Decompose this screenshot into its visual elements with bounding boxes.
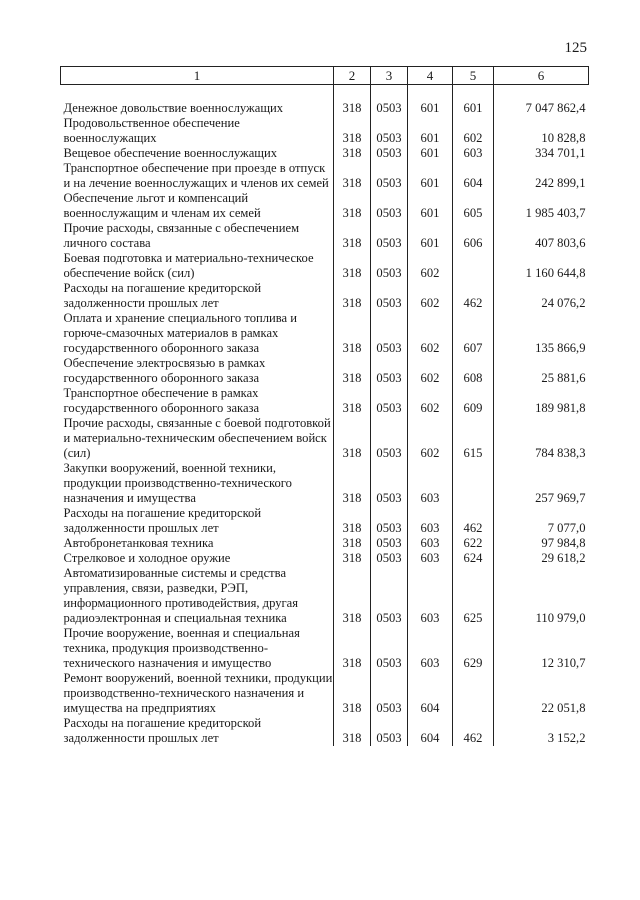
item-name-cell: Автоматизированные системы и средства управления, связи, разведки, РЭП, информационного противодействия, другая радиоэлектронная и специальная техника [63, 566, 299, 625]
code-cell: 0503 [371, 311, 408, 356]
item-name-cell: Продовольственное обеспечение военнослужащих [63, 116, 240, 145]
code-cell: 0503 [371, 506, 408, 536]
code-cell: 603 [408, 626, 453, 671]
header-cell: 6 [494, 67, 589, 85]
amount-cell: 12 310,7 [494, 626, 589, 671]
amount-cell: 189 981,8 [494, 386, 589, 416]
code-cell: 604 [453, 161, 494, 191]
table-row [61, 191, 589, 221]
table-row [61, 461, 589, 506]
code-cell: 318 [334, 116, 371, 146]
code-cell: 0503 [371, 251, 408, 281]
amount-cell: 1 985 403,7 [494, 191, 589, 221]
table-row [61, 671, 589, 716]
code-cell: 318 [334, 416, 371, 461]
header-cell: 1 [61, 67, 334, 85]
table-row [61, 506, 589, 536]
item-name-cell: Обеспечение электросвязью в рамках государственного оборонного заказа [63, 356, 266, 385]
code-cell: 0503 [371, 221, 408, 251]
code-cell: 0503 [371, 356, 408, 386]
code-cell: 609 [453, 386, 494, 416]
code-cell: 601 [453, 101, 494, 116]
code-cell: 318 [334, 551, 371, 566]
amount-cell: 22 051,8 [494, 671, 589, 716]
header-cell: 5 [453, 67, 494, 85]
page-number: 125 [564, 40, 587, 56]
code-cell: 462 [453, 506, 494, 536]
code-cell: 602 [453, 116, 494, 146]
code-cell: 601 [408, 116, 453, 146]
code-cell: 602 [408, 386, 453, 416]
item-name-cell: Прочие расходы, связанные с обеспечением личного состава [63, 221, 300, 250]
code-cell: 318 [334, 281, 371, 311]
amount-cell: 24 076,2 [494, 281, 589, 311]
amount-cell: 1 160 644,8 [494, 251, 589, 281]
code-cell: 0503 [371, 386, 408, 416]
code-cell: 0503 [371, 116, 408, 146]
code-cell: 604 [408, 671, 453, 716]
item-name-cell: Вещевое обеспечение военнослужащих [63, 146, 278, 160]
code-cell: 318 [334, 146, 371, 161]
code-cell: 318 [334, 671, 371, 716]
code-cell: 625 [453, 566, 494, 626]
code-cell: 0503 [371, 566, 408, 626]
amount-cell: 784 838,3 [494, 416, 589, 461]
code-cell [453, 671, 494, 716]
code-cell: 0503 [371, 161, 408, 191]
code-cell: 601 [408, 191, 453, 221]
item-name-cell: Ремонт вооружений, военной техники, продукции производственно-технического назначения и имущества на предприятиях [63, 671, 333, 715]
code-cell: 318 [334, 506, 371, 536]
code-cell: 603 [408, 551, 453, 566]
amount-cell: 407 803,6 [494, 221, 589, 251]
item-name-cell: Оплата и хранение специального топлива и горюче-смазочных материалов в рамках государственного оборонного заказа [63, 311, 298, 355]
item-name-cell: Транспортное обеспечение при проезде в отпуск и на лечение военнослужащих и членов их семей [63, 161, 329, 190]
code-cell: 601 [408, 146, 453, 161]
code-cell: 0503 [371, 716, 408, 746]
code-cell: 318 [334, 536, 371, 551]
header-cell: 3 [371, 67, 408, 85]
item-name-cell: Закупки вооружений, военной техники, продукции производственно-технического назначения и имущества [63, 461, 292, 505]
budget-table [60, 66, 589, 746]
table-row [61, 311, 589, 356]
code-cell: 602 [408, 311, 453, 356]
code-cell: 0503 [371, 191, 408, 221]
item-name-cell: Транспортное обеспечение в рамках государственного оборонного заказа [63, 386, 260, 415]
code-cell: 603 [453, 146, 494, 161]
code-cell: 318 [334, 461, 371, 506]
code-cell: 462 [453, 281, 494, 311]
code-cell: 0503 [371, 671, 408, 716]
table-row [61, 146, 589, 161]
code-cell: 318 [334, 101, 371, 116]
code-cell: 629 [453, 626, 494, 671]
amount-cell: 334 701,1 [494, 146, 589, 161]
item-name-cell: Расходы на погашение кредиторской задолженности прошлых лет [63, 716, 262, 745]
header-cell: 4 [408, 67, 453, 85]
code-cell: 602 [408, 416, 453, 461]
code-cell: 603 [408, 536, 453, 551]
code-cell: 602 [408, 281, 453, 311]
table-row [61, 101, 589, 116]
item-name-cell: Стрелковое и холодное оружие [63, 551, 231, 565]
code-cell: 318 [334, 311, 371, 356]
code-cell: 318 [334, 191, 371, 221]
item-name-cell: Расходы на погашение кредиторской задолженности прошлых лет [63, 506, 262, 535]
code-cell: 318 [334, 251, 371, 281]
code-cell: 603 [408, 461, 453, 506]
code-cell: 462 [453, 716, 494, 746]
code-cell: 318 [334, 161, 371, 191]
code-cell: 601 [408, 101, 453, 116]
code-cell [453, 251, 494, 281]
table-row [61, 566, 589, 626]
amount-cell: 29 618,2 [494, 551, 589, 566]
code-cell: 318 [334, 626, 371, 671]
table-row [61, 551, 589, 566]
table-body [61, 85, 589, 747]
table-row [61, 281, 589, 311]
code-cell: 0503 [371, 101, 408, 116]
amount-cell: 7 077,0 [494, 506, 589, 536]
table-row [61, 161, 589, 191]
table-header-row [61, 67, 589, 85]
code-cell: 0503 [371, 416, 408, 461]
item-name-cell: Обеспечение льгот и компенсаций военнослужащим и членам их семей [63, 191, 261, 220]
table-row [61, 221, 589, 251]
code-cell: 318 [334, 566, 371, 626]
code-cell: 603 [408, 506, 453, 536]
code-cell: 0503 [371, 281, 408, 311]
table-row [61, 716, 589, 746]
code-cell: 602 [408, 251, 453, 281]
code-cell: 624 [453, 551, 494, 566]
code-cell: 0503 [371, 536, 408, 551]
amount-cell: 257 969,7 [494, 461, 589, 506]
code-cell: 318 [334, 716, 371, 746]
code-cell: 615 [453, 416, 494, 461]
amount-cell: 135 866,9 [494, 311, 589, 356]
amount-cell: 7 047 862,4 [494, 101, 589, 116]
code-cell: 318 [334, 386, 371, 416]
code-cell: 0503 [371, 551, 408, 566]
amount-cell: 242 899,1 [494, 161, 589, 191]
table-row [61, 356, 589, 386]
item-name-cell: Прочие расходы, связанные с боевой подготовкой и материально-техническим обеспечением войск (сил) [63, 416, 331, 460]
table-row [61, 116, 589, 146]
table-row [61, 386, 589, 416]
amount-cell: 97 984,8 [494, 536, 589, 551]
table-row [61, 626, 589, 671]
code-cell: 318 [334, 356, 371, 386]
code-cell: 606 [453, 221, 494, 251]
table-row [61, 251, 589, 281]
header-cell: 2 [334, 67, 371, 85]
code-cell: 0503 [371, 626, 408, 671]
table-row [61, 416, 589, 461]
item-name-cell: Боевая подготовка и материально-техническое обеспечение войск (сил) [63, 251, 314, 280]
item-name-cell: Расходы на погашение кредиторской задолженности прошлых лет [63, 281, 262, 310]
code-cell: 605 [453, 191, 494, 221]
code-cell: 0503 [371, 146, 408, 161]
code-cell: 602 [408, 356, 453, 386]
code-cell: 604 [408, 716, 453, 746]
code-cell: 318 [334, 221, 371, 251]
code-cell: 622 [453, 536, 494, 551]
table-row [61, 536, 589, 551]
spacer-row [61, 85, 589, 102]
amount-cell: 110 979,0 [494, 566, 589, 626]
code-cell [453, 461, 494, 506]
item-name-cell: Денежное довольствие военнослужащих [63, 101, 284, 115]
code-cell: 603 [408, 566, 453, 626]
code-cell: 601 [408, 221, 453, 251]
code-cell: 607 [453, 311, 494, 356]
amount-cell: 10 828,8 [494, 116, 589, 146]
code-cell: 608 [453, 356, 494, 386]
code-cell: 601 [408, 161, 453, 191]
amount-cell: 3 152,2 [494, 716, 589, 746]
amount-cell: 25 881,6 [494, 356, 589, 386]
item-name-cell: Прочие вооружение, военная и специальная техника, продукция производственно-технического назначения и имущество [63, 626, 300, 670]
code-cell: 0503 [371, 461, 408, 506]
item-name-cell: Автобронетанковая техника [63, 536, 214, 550]
